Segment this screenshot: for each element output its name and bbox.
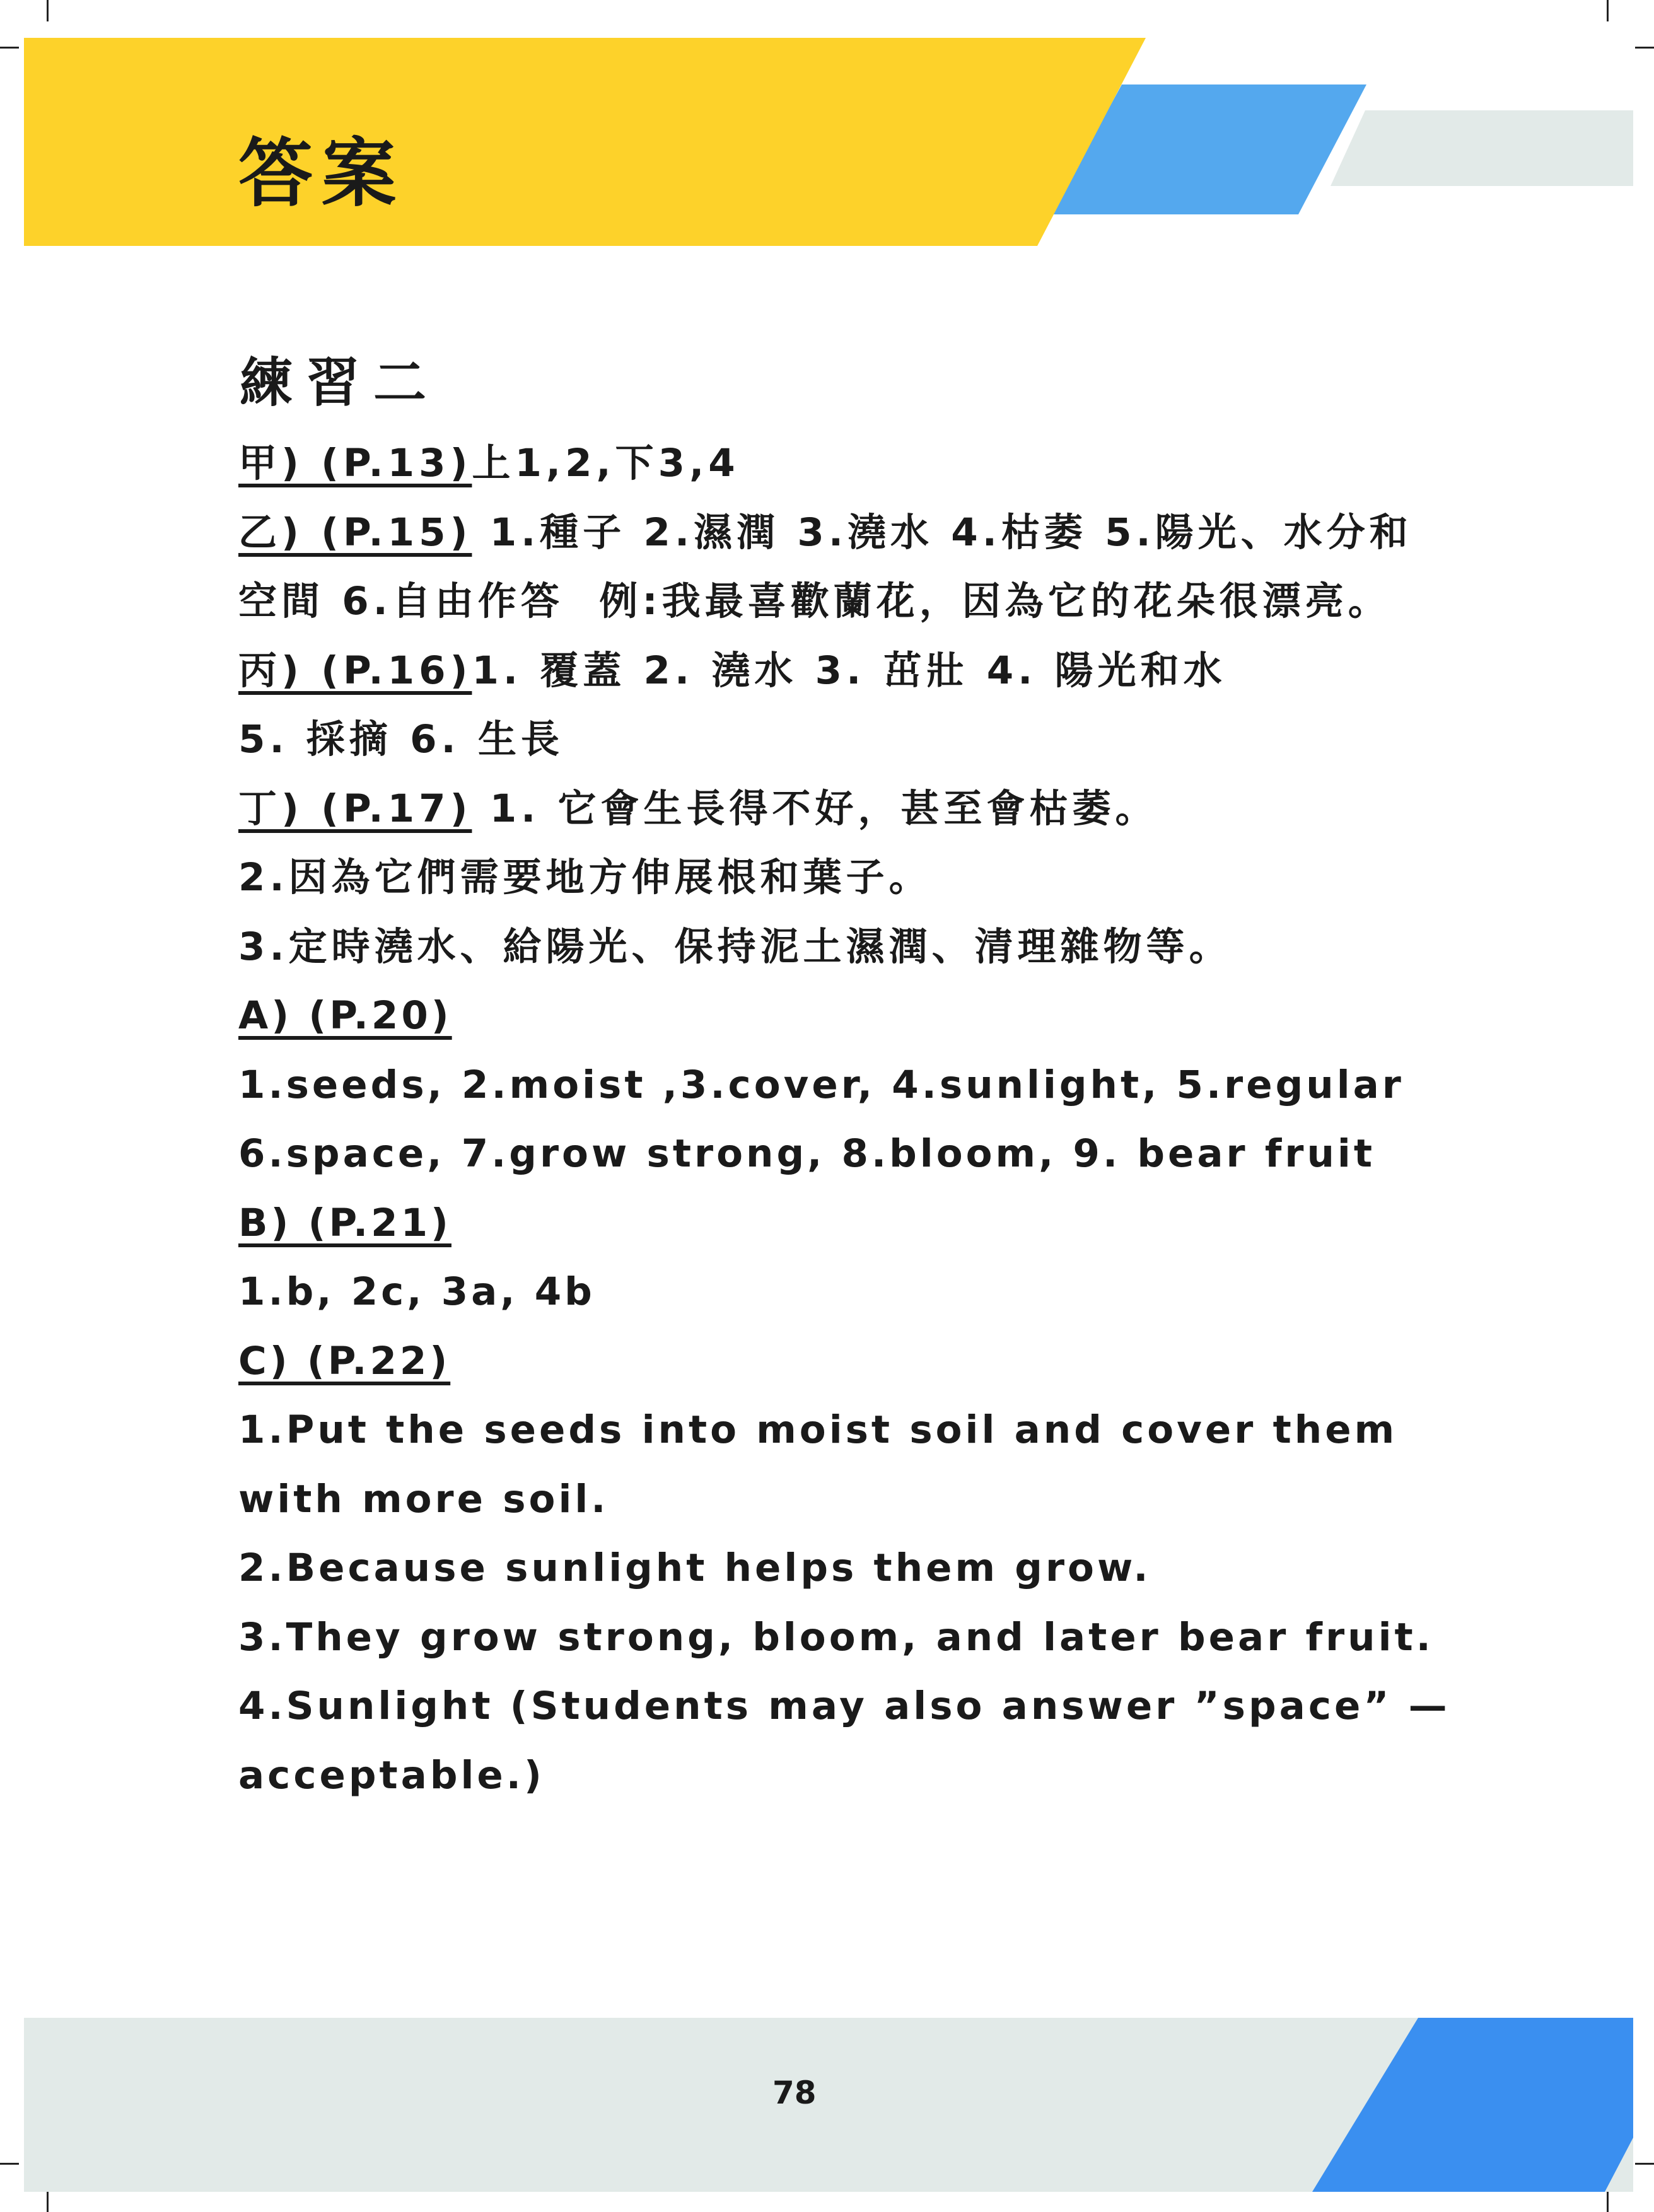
answer-line bbox=[238, 567, 1500, 636]
answer-text: 2.Because sunlight helps them grow. bbox=[238, 1545, 1151, 1590]
section-label: A) (P.20) bbox=[238, 993, 452, 1038]
answer-text: 1.seeds, 2.moist ,3.cover, 4.sunlight, 5.regular bbox=[238, 1062, 1404, 1107]
answer-text: 6.space, 7.grow strong, 8.bloom, 9. bear fruit bbox=[238, 1131, 1375, 1176]
answer-list bbox=[238, 429, 1500, 1810]
answer-line bbox=[238, 1672, 1500, 1741]
answer-line bbox=[238, 636, 1500, 706]
section-label: B) (P.21) bbox=[238, 1200, 451, 1245]
section-label: 丙) (P.16) bbox=[238, 648, 472, 693]
answer-line bbox=[238, 705, 1500, 774]
answer-line bbox=[238, 1051, 1500, 1120]
answer-text: with more soil. bbox=[238, 1476, 609, 1522]
answer-line bbox=[238, 1119, 1500, 1189]
answer-line bbox=[238, 1465, 1500, 1534]
footer-banner bbox=[0, 2011, 1654, 2201]
header-yellow-band bbox=[24, 38, 1146, 246]
answer-text: 2.因為它們需要地方伸展根和葉子。 bbox=[238, 855, 932, 900]
answer-text: 3.定時澆水、給陽光、保持泥土濕潤、清理雜物等。 bbox=[238, 924, 1232, 969]
header-gray-band bbox=[1331, 110, 1633, 186]
answer-line bbox=[238, 912, 1500, 982]
answer-line bbox=[238, 981, 1500, 1051]
answer-text: 1.b, 2c, 3a, 4b bbox=[238, 1269, 595, 1314]
answer-line bbox=[238, 1257, 1500, 1327]
page-title: 答案 bbox=[238, 130, 405, 217]
answer-text: 3.They grow strong, bloom, and later bear fruit. bbox=[238, 1614, 1434, 1660]
answer-text: 空間 6.自由作答 例:我最喜歡蘭花，因為它的花朵很漂亮。 bbox=[238, 579, 1391, 624]
answer-line bbox=[238, 429, 1500, 498]
answer-line bbox=[238, 1395, 1500, 1465]
answer-text: 1.種子 2.濕潤 3.澆水 4.枯萎 5.陽光、水分和 bbox=[472, 509, 1412, 555]
section-label: 甲) (P.13) bbox=[238, 441, 472, 486]
answer-text: 5. 採摘 6. 生長 bbox=[238, 717, 564, 762]
answer-line bbox=[238, 1327, 1500, 1396]
answer-line bbox=[238, 1741, 1500, 1810]
answer-line bbox=[238, 843, 1500, 912]
answer-line bbox=[238, 1189, 1500, 1258]
section-heading: 練習二 bbox=[240, 352, 441, 414]
section-label: 乙) (P.15) bbox=[238, 509, 472, 555]
answer-text: 上1,2,下3,4 bbox=[472, 441, 740, 486]
answer-line bbox=[238, 498, 1500, 568]
answer-text: acceptable.) bbox=[238, 1752, 545, 1798]
answer-text: 4.Sunlight (Students may also answer ”space” — bbox=[238, 1684, 1450, 1728]
answer-line bbox=[238, 1603, 1500, 1672]
answer-text: 1. 覆蓋 2. 澆水 3. 茁壯 4. 陽光和水 bbox=[472, 648, 1226, 693]
answer-line bbox=[238, 1534, 1500, 1603]
answer-text: 1. 它會生長得不好，甚至會枯萎。 bbox=[472, 786, 1158, 831]
page-number: 78 bbox=[772, 2075, 817, 2111]
answer-line bbox=[238, 774, 1500, 844]
section-label: 丁) (P.17) bbox=[238, 786, 472, 831]
section-label: C) (P.22) bbox=[238, 1338, 451, 1383]
answer-text: 1.Put the seeds into moist soil and cover them bbox=[238, 1407, 1398, 1452]
